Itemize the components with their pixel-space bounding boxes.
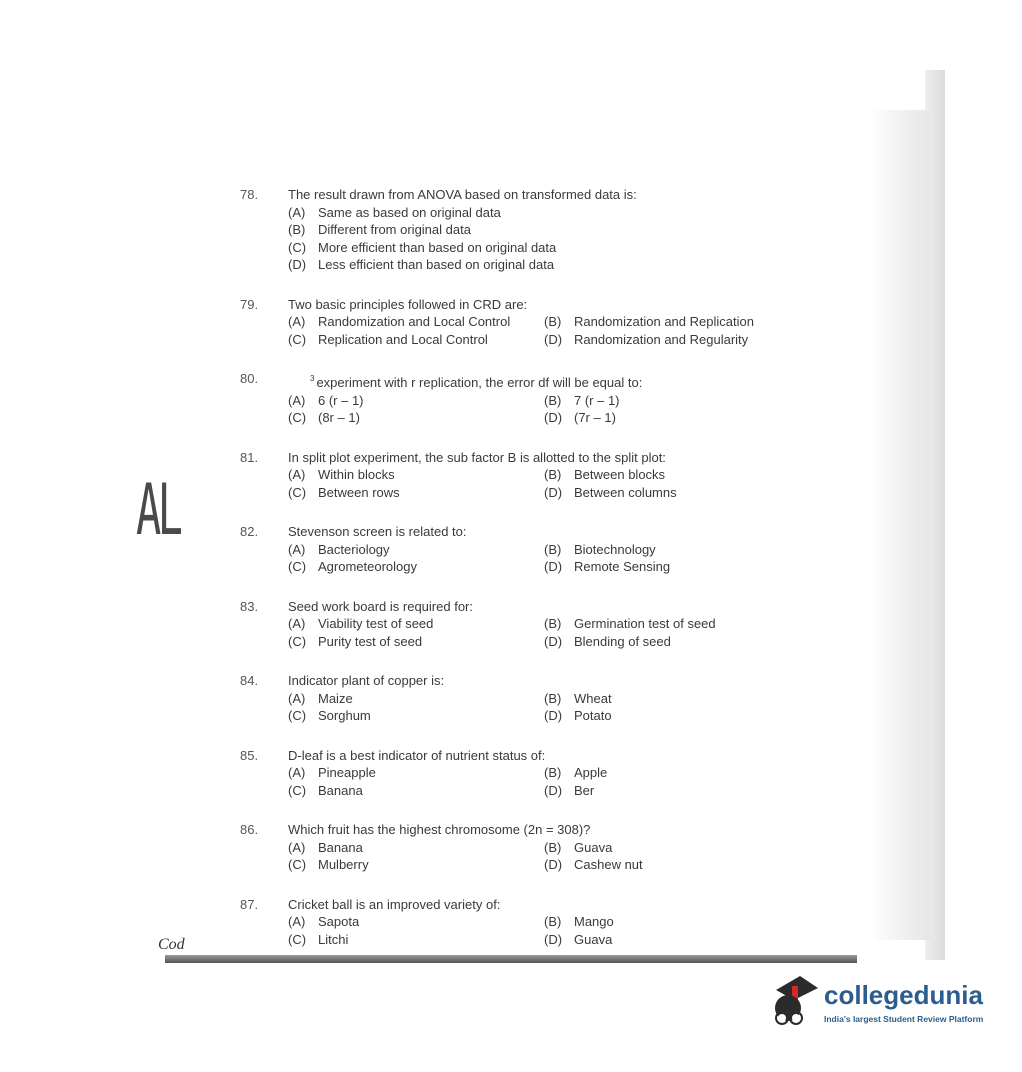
answer-option — [288, 690, 544, 708]
logo-wordmark: collegedunia — [824, 980, 983, 1010]
option-text: Less efficient than based on original data — [318, 257, 555, 272]
question-6 — [240, 598, 800, 651]
option-text: (7r – 1) — [574, 410, 616, 425]
option-text: Apple — [574, 765, 608, 780]
option-letter: (D) — [544, 559, 563, 574]
option-text: Agrometeorology — [318, 559, 417, 574]
question-head — [240, 370, 800, 392]
option-letter: (B) — [288, 222, 306, 237]
question-text: Which fruit has the highest chromosome (2n = 308)? — [288, 822, 591, 837]
option-letter: (B) — [544, 314, 562, 329]
option-row — [288, 615, 800, 633]
option-text: Cashew nut — [574, 857, 643, 872]
question-number: 80. — [240, 371, 259, 386]
option-row — [288, 392, 800, 410]
option-letter: (D) — [544, 410, 563, 425]
option-letter: (D) — [544, 782, 563, 798]
question-head — [240, 186, 800, 204]
question-number: 86. — [240, 822, 259, 837]
option-list — [240, 913, 800, 948]
question-number: 87. — [240, 896, 259, 912]
option-text: Pineapple — [318, 765, 376, 780]
option-text: Viability test of seed — [318, 616, 434, 631]
option-letter: (D) — [544, 857, 563, 872]
answer-option — [544, 484, 800, 502]
answer-option — [288, 541, 544, 559]
question-text: Seed work board is required for: — [288, 598, 473, 614]
answer-option — [544, 690, 800, 708]
option-letter: (A) — [288, 765, 306, 780]
answer-option — [288, 633, 544, 651]
question-text: Stevenson screen is related to: — [288, 524, 467, 539]
option-letter: (B) — [544, 541, 562, 557]
question-text-wrap — [288, 672, 800, 690]
option-letter: (B) — [544, 690, 562, 706]
option-row — [288, 484, 800, 502]
answer-option — [544, 558, 800, 576]
question-text: In split plot experiment, the sub factor B is allotted to the split plot: — [288, 449, 666, 465]
option-row — [288, 331, 800, 349]
option-letter: (A) — [288, 914, 306, 929]
question-head — [240, 296, 800, 314]
question-text: D-leaf is a best indicator of nutrient status of: — [288, 747, 546, 763]
option-list — [240, 764, 800, 799]
option-letter: (C) — [288, 559, 307, 574]
question-text-wrap — [288, 370, 800, 392]
option-list — [240, 392, 800, 427]
option-letter: (A) — [288, 204, 306, 220]
option-letter: (D) — [544, 484, 563, 500]
option-letter: (D) — [288, 257, 307, 272]
question-2 — [240, 296, 800, 349]
option-letter: (B) — [544, 616, 562, 631]
question-number: 85. — [240, 747, 259, 763]
option-letter: (A) — [288, 541, 306, 557]
option-list — [240, 313, 800, 348]
option-text: Banana — [318, 782, 363, 798]
option-letter: (B) — [544, 467, 562, 482]
option-letter: (B) — [544, 914, 562, 929]
answer-option — [288, 239, 800, 257]
option-letter: (A) — [288, 467, 306, 482]
option-text: Potato — [574, 708, 612, 723]
option-letter: (C) — [288, 931, 307, 947]
option-text: Maize — [318, 690, 353, 706]
question-7 — [240, 672, 800, 725]
option-text: (8r – 1) — [318, 410, 360, 425]
option-letter: (C) — [288, 239, 307, 255]
option-row — [288, 913, 800, 931]
option-row — [288, 466, 800, 484]
option-row — [288, 633, 800, 651]
answer-option — [288, 782, 544, 800]
answer-option — [544, 313, 800, 331]
option-letter: (A) — [288, 616, 306, 631]
question-head — [240, 747, 800, 765]
option-letter: (B) — [544, 392, 562, 408]
answer-option — [544, 856, 800, 874]
question-number: 84. — [240, 673, 259, 688]
question-number: 79. — [240, 296, 259, 312]
question-text-wrap — [288, 296, 800, 314]
option-text: Banana — [318, 839, 363, 855]
option-row — [288, 313, 800, 331]
footer-bar — [165, 955, 857, 963]
question-text-wrap — [288, 598, 800, 616]
option-text: Mulberry — [318, 857, 369, 872]
answer-option — [288, 313, 544, 331]
option-text: Guava — [574, 931, 613, 947]
answer-option — [544, 633, 800, 651]
option-letter: (A) — [288, 392, 306, 408]
option-text: Replication and Local Control — [318, 331, 488, 347]
option-letter: (A) — [288, 690, 306, 706]
option-letter: (A) — [288, 839, 306, 855]
option-text: More efficient than based on original data — [318, 239, 557, 255]
option-text: Between rows — [318, 484, 400, 500]
option-text: Within blocks — [318, 467, 395, 482]
logo-tagline: India's largest Student Review Platform — [824, 1014, 984, 1024]
answer-option — [544, 331, 800, 349]
answer-option — [288, 256, 800, 274]
answer-option — [288, 839, 544, 857]
option-text: Different from original data — [318, 222, 471, 237]
question-head — [240, 896, 800, 914]
option-letter: (C) — [288, 331, 307, 347]
option-text: Germination test of seed — [574, 616, 716, 631]
question-list — [240, 186, 800, 970]
option-text: Mango — [574, 914, 614, 929]
option-text: Litchi — [318, 931, 349, 947]
footer-code: Cod — [158, 936, 185, 953]
question-number: 83. — [240, 598, 259, 614]
option-letter: (D) — [544, 633, 563, 649]
answer-option — [288, 204, 800, 222]
option-row — [288, 707, 800, 725]
option-row — [288, 931, 800, 949]
question-text-wrap — [288, 523, 800, 541]
option-list — [240, 204, 800, 274]
option-row — [288, 764, 800, 782]
option-row — [288, 558, 800, 576]
option-text: Sorghum — [318, 708, 371, 723]
question-head — [240, 672, 800, 690]
option-list — [240, 541, 800, 576]
question-text-wrap — [288, 821, 800, 839]
option-row — [288, 782, 800, 800]
answer-option — [544, 764, 800, 782]
option-text: Remote Sensing — [574, 559, 671, 574]
answer-option — [288, 764, 544, 782]
question-text: Indicator plant of copper is: — [288, 673, 445, 688]
question-text-wrap — [288, 186, 800, 204]
option-text: 6 (r – 1) — [318, 392, 364, 408]
question-number: 82. — [240, 524, 259, 539]
answer-option — [288, 484, 544, 502]
answer-option — [288, 856, 544, 874]
answer-option — [544, 409, 800, 427]
option-letter: (C) — [288, 633, 307, 649]
option-letter: (C) — [288, 410, 307, 425]
option-text: Blending of seed — [574, 633, 671, 649]
answer-option — [288, 707, 544, 725]
question-5 — [240, 523, 800, 576]
answer-option — [288, 331, 544, 349]
option-text: Bacteriology — [318, 541, 390, 557]
option-letter: (C) — [288, 708, 307, 723]
answer-option — [288, 392, 544, 410]
option-text: Ber — [574, 782, 595, 798]
option-text: Same as based on original data — [318, 204, 501, 220]
answer-option — [288, 221, 800, 239]
page-curl-shadow — [870, 110, 930, 940]
answer-option — [544, 541, 800, 559]
answer-option — [544, 931, 800, 949]
option-letter: (B) — [544, 839, 562, 855]
answer-option — [544, 782, 800, 800]
question-8 — [240, 747, 800, 800]
option-row — [288, 690, 800, 708]
answer-option — [288, 466, 544, 484]
option-list — [240, 615, 800, 650]
question-head — [240, 821, 800, 839]
answer-option — [288, 558, 544, 576]
option-text: Wheat — [574, 690, 612, 706]
option-text: Randomization and Regularity — [574, 331, 749, 347]
option-letter: (C) — [288, 857, 307, 872]
option-row — [288, 541, 800, 559]
option-letter: (A) — [288, 314, 306, 329]
option-letter: (D) — [544, 708, 563, 723]
option-text: Randomization and Replication — [574, 314, 754, 329]
question-text-wrap — [288, 896, 800, 914]
question-superscript: 3 — [310, 374, 315, 383]
option-letter: (C) — [288, 484, 307, 500]
answer-option — [544, 466, 800, 484]
question-head — [240, 598, 800, 616]
question-text-wrap — [288, 449, 800, 467]
option-letter: (D) — [544, 931, 563, 947]
option-text: 7 (r – 1) — [574, 392, 620, 408]
option-list — [240, 839, 800, 874]
option-letter: (D) — [544, 331, 563, 347]
question-1 — [240, 186, 800, 274]
question-text: experiment with r replication, the error df will be equal to: — [316, 375, 643, 390]
answer-option — [544, 839, 800, 857]
mascot-icon — [766, 968, 822, 1038]
question-number: 81. — [240, 449, 259, 465]
option-text: Purity test of seed — [318, 633, 423, 649]
question-text-wrap — [288, 747, 800, 765]
answer-option — [288, 931, 544, 949]
question-text: Cricket ball is an improved variety of: — [288, 896, 501, 912]
option-text: Between columns — [574, 484, 677, 500]
answer-option — [544, 707, 800, 725]
option-row — [288, 839, 800, 857]
answer-option — [288, 615, 544, 633]
question-text: The result drawn from ANOVA based on transformed data is: — [288, 187, 637, 202]
option-row — [288, 856, 800, 874]
option-text: Guava — [574, 839, 613, 855]
answer-option — [544, 615, 800, 633]
option-letter: (B) — [544, 765, 562, 780]
side-mark: AL — [136, 469, 180, 551]
collegedunia-logo[interactable] — [766, 968, 992, 1038]
answer-option — [288, 913, 544, 931]
answer-option — [544, 392, 800, 410]
option-text: Sapota — [318, 914, 360, 929]
question-text: Two basic principles followed in CRD are: — [288, 296, 528, 312]
option-list — [240, 690, 800, 725]
option-list — [240, 466, 800, 501]
option-letter: (C) — [288, 782, 307, 798]
question-head — [240, 449, 800, 467]
question-4 — [240, 449, 800, 502]
question-3 — [240, 370, 800, 427]
answer-option — [288, 409, 544, 427]
question-9 — [240, 821, 800, 874]
question-head — [240, 523, 800, 541]
option-text: Biotechnology — [574, 541, 656, 557]
answer-option — [544, 913, 800, 931]
option-row — [288, 409, 800, 427]
option-text: Between blocks — [574, 467, 666, 482]
question-10 — [240, 896, 800, 949]
option-text: Randomization and Local Control — [318, 314, 511, 329]
question-number: 78. — [240, 187, 259, 202]
